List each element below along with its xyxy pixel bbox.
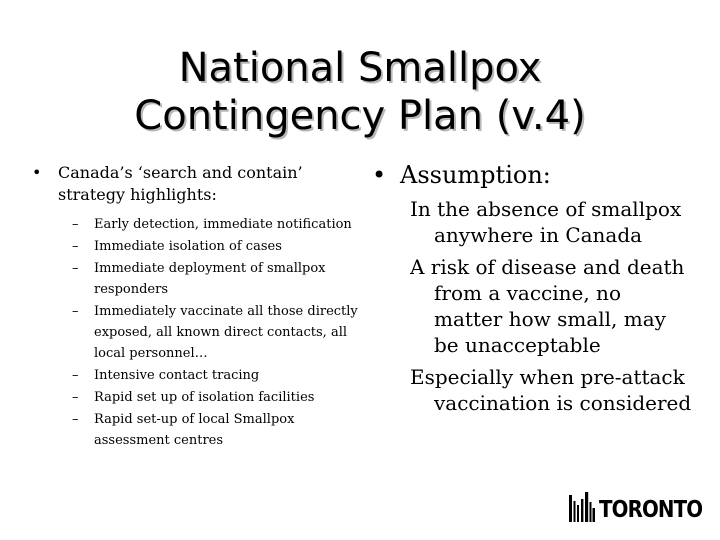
list-item-text: Early detection, immediate notification [94, 217, 352, 232]
list-item-text: Rapid set-up of local Smallpox assessment centres [94, 412, 295, 448]
list-item [32, 409, 362, 451]
logo-text: TORONTO [599, 497, 703, 523]
dash-icon: – [72, 217, 79, 232]
dash-icon: – [72, 390, 79, 405]
list-item-text: Immediate isolation of cases [94, 239, 282, 254]
list-item-text: Immediate deployment of smallpox responders [94, 261, 326, 297]
bullet-icon: • [372, 161, 387, 189]
bullet-icon: • [32, 163, 42, 182]
slide-title [40, 44, 680, 140]
assumption-point: In the absence of smallpox anywhere in Canada [410, 197, 682, 247]
title-line-2: Contingency Plan (v.4) [134, 93, 586, 139]
toronto-city-hall-icon [568, 490, 596, 522]
list-item [32, 214, 362, 235]
strategy-sub-list [32, 214, 362, 451]
dash-icon: – [72, 368, 79, 383]
assumption-point: A risk of disease and death from a vaccine, no matter how small, may be unacceptable [410, 255, 685, 357]
list-item-text: Immediately vaccinate all those directly exposed, all known direct contacts, all local personnel… [94, 304, 358, 361]
list-item-text: Rapid set up of isolation facilities [94, 390, 315, 405]
strategy-bullet [32, 162, 362, 206]
strategy-bullet-text: Canada’s ‘search and contain’ strategy highlights: [58, 163, 303, 204]
dash-icon: – [72, 412, 79, 427]
list-item [32, 236, 362, 257]
assumption-heading [372, 158, 692, 192]
assumption-heading-text: Assumption: [400, 161, 551, 189]
dash-icon: – [72, 304, 79, 319]
list-item [32, 365, 362, 386]
dash-icon: – [72, 239, 79, 254]
list-item [32, 258, 362, 300]
list-item [32, 301, 362, 364]
right-column [372, 158, 692, 416]
list-item [32, 387, 362, 408]
dash-icon: – [72, 261, 79, 276]
title-line-1: National Smallpox [178, 45, 542, 91]
assumption-point: Especially when pre-attack vaccination is considered [410, 365, 692, 415]
left-column [32, 162, 362, 452]
toronto-logo [568, 488, 719, 522]
list-item-text: Intensive contact tracing [94, 368, 260, 383]
